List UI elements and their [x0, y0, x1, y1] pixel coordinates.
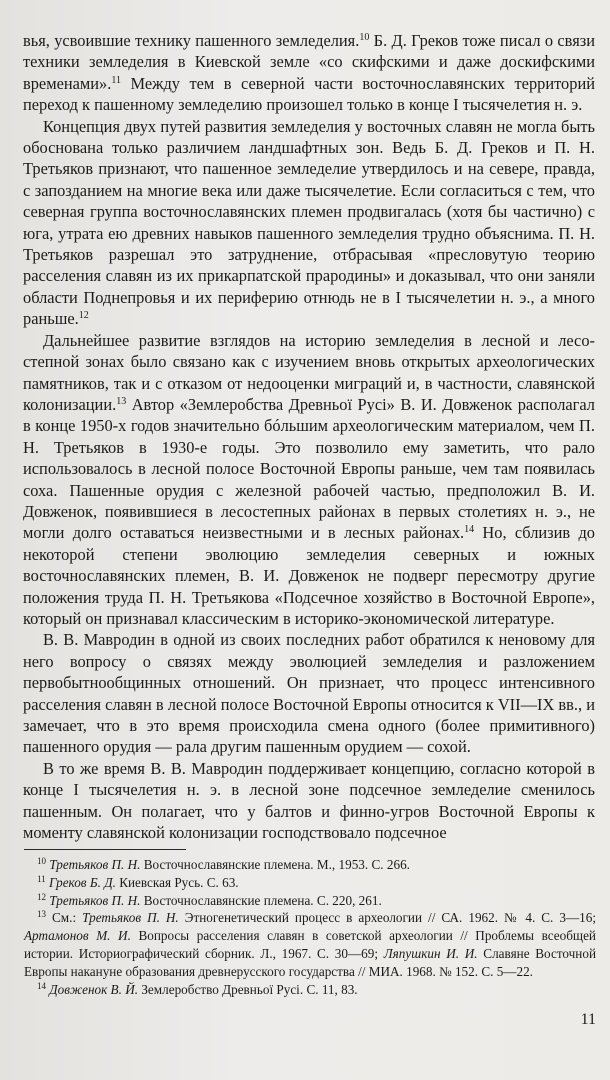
footnote-author: Греков Б. Д. — [48, 874, 116, 890]
footnote-text: Киевская Русь. С. 63. — [115, 874, 239, 890]
main-text — [23, 30, 595, 843]
footnote-number: 10 — [37, 856, 46, 866]
footnote-text: Землеробство Древньої Русі. С. 11, 83. — [138, 981, 358, 997]
footnote-ref-10[interactable]: 10 — [359, 32, 370, 43]
footnotes — [24, 856, 596, 998]
footnote-author: Ляпушкин И. И. — [383, 945, 478, 961]
paragraph-4: В. В. Мавродин в одной из своих последних работ обратился к неновому для него вопросу о связях между эволюцией земледелия и разложением первобытнообщинных отношений. Он признает, что процесс интенсивного расселения славян в лесной полосе Восточной Европы относится к VII—IX вв., и замечает, что в это время происходила смена одного (более примитивного) пашенного орудия — рала другим пашенным орудием — сохой. — [23, 630, 595, 757]
footnote-ref-14[interactable]: 14 — [464, 524, 475, 536]
footnote-text: Восточнославянские племена. С. 220, 261. — [140, 892, 382, 908]
footnote-ref-11[interactable]: 11 — [111, 74, 121, 86]
paragraph-text: Дальнейшее развитие взглядов на историю земледелия в лесной и лесостепной зонах было связано как с изучением вновь открытых археологических памятников, так и с отказом от недооценки миграций и, в частности, славянской колонизации. — [23, 330, 595, 414]
footnote-10 — [24, 856, 596, 874]
footnote-author: Третьяков П. Н. — [82, 910, 179, 926]
paragraph-text: Но, сблизив до некоторой степени эволюцию земледелия северных и южных восточнославянских племен, В. И. Довженок не подверг пересмотру другие положения труда П. Н. Третьякова «Подсечное хозяйство в Восточной Европе», который он признавал классическим в историко-экономической литературе. — [23, 523, 595, 628]
footnote-divider — [24, 849, 186, 850]
footnote-11 — [24, 874, 596, 892]
paragraph-text: Автор «Землеробства Древньої Русі» В. И. Довженок располагал в конце 1950-х годов значительно бóльшим археологическим материалом, чем П. Н. Третьяков в 1930-е годы. Это позволило ему заметить, что рало использовалось в лесной полосе Восточной Европы раньше, чем там появилась соха. Пашенные орудия с железной рабочей частью, предположил В. И. Довженок, появившиеся в лесостепных районах в первых столетиях н. э., не могли долго оставаться неизвестными и в лесных районах. — [23, 394, 595, 543]
footnote-text: Славяне Восточной Европы накануне образования древнерусского государства // МИА. 1968. № 152. С. 5—22. — [24, 945, 597, 979]
footnote-author: Третьяков П. Н. — [49, 857, 141, 872]
paragraph-text: вья, усвоившие технику пашенного земледелия. — [23, 31, 360, 50]
paragraph-text: Концепция двух путей развития земледелия у восточных славян не могла быть обоснована только различием ландшафтных зон. Ведь Б. Д. Греков и П. Н. Третьяков признают, что пашенное земледелие утвердилось и на севере, правда, с запозданием на многие века или даже тысячелетие. Если согласиться с тем, что северная группа восточнославянских племен продвигалась (хотя бы частично) с юга, утрата ею древних навыков пашенного земледелия трудно объяснима. П. Н. Третьяков разрешал это затруднение, отбрасывая «пресловутую теорию расселения славян из их прикарпатской прародины» и доказывал, что они заняли области Поднепровья и их периферию отнюдь не в I тысячелетии н. э., а много раньше. — [23, 116, 595, 329]
paragraph-5: В то же время В. В. Мавродин поддерживает концепцию, согласно которой в конце I тысячелетия н. э. в лесной зоне подсечное земледелие сменилось пашенным. Он полагает, что у балтов и финно-угров Восточной Европы к моменту славянской колонизации господствовало подсечное — [23, 758, 595, 843]
footnote-14 — [24, 981, 596, 999]
paragraph-text: Между тем в северной части восточнославянских территорий переход к пашенному земледелию произошел только в конце I тысячелетия н. э. — [23, 73, 595, 115]
page-number: 11 — [580, 1011, 596, 1028]
paragraph-1 — [23, 30, 595, 116]
footnote-text: Вопросы расселения славян в советской археологии // Проблемы всеобщей истории. Историографический сборник. Л., 1967. С. 30—69; — [24, 928, 596, 961]
footnote-number: 11 — [37, 873, 46, 884]
footnote-12 — [24, 892, 596, 910]
paragraph-text: Б. Д. Греков тоже писал о связи техники земледелия в Киевской земле «со скифскими и даже доскифскими временами». — [23, 31, 595, 93]
footnote-number: 12 — [37, 891, 46, 902]
footnote-number: 13 — [37, 909, 46, 920]
footnote-13 — [24, 909, 596, 980]
footnote-text: Восточнославянские племена. М., 1953. С. 266. — [140, 857, 410, 872]
footnote-number: 14 — [37, 980, 46, 991]
footnote-text: См.: — [46, 910, 83, 926]
footnote-text: Этногенетический процесс в археологии // СА. 1962. № 4. С. 3—16; — [178, 910, 596, 926]
footnote-ref-12[interactable]: 12 — [78, 310, 89, 322]
paragraph-3 — [23, 330, 595, 630]
footnote-author: Артамонов М. И. — [24, 928, 131, 944]
footnote-author: Третьяков П. Н. — [49, 892, 141, 908]
footnote-author: Довженок В. Й. — [49, 981, 139, 997]
paragraph-2 — [23, 116, 595, 330]
footnote-ref-13[interactable]: 13 — [116, 395, 127, 407]
